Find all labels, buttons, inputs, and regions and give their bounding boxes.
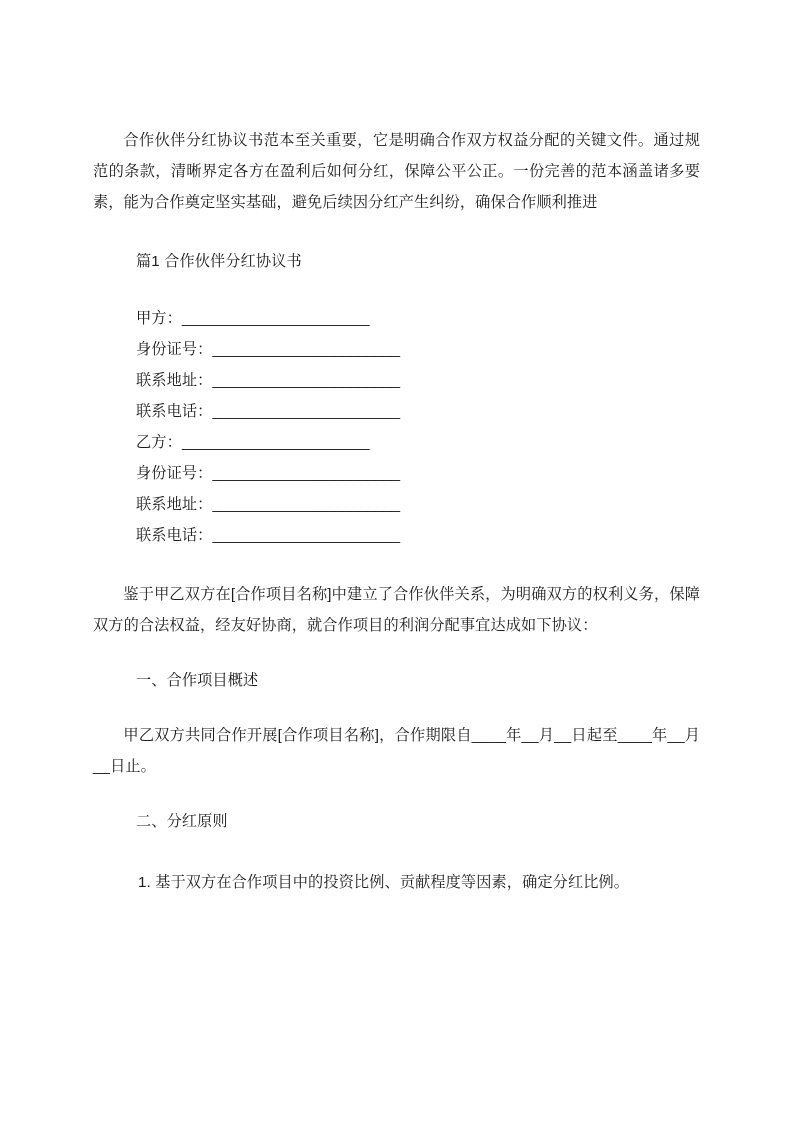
spacer [93, 696, 700, 720]
field-row-party-b-id [93, 458, 700, 489]
spacer [93, 277, 700, 303]
field-row-party-a-name [93, 303, 700, 334]
field-blank[interactable]: _______________________ [212, 403, 400, 420]
field-row-party-b-name [93, 427, 700, 458]
intro-paragraph: 合作伙伴分红协议书范本至关重要，它是明确合作双方权益分配的关键文件。通过规范的条款，清晰界定各方在盈利后如何分红，保障公平公正。一份完善的范本涵盖诸多要素，能为合作奠定坚实基础，避免后续因分红产生纠纷，确保合作顺利推进 [93, 132, 700, 211]
field-blank[interactable]: _______________________ [212, 496, 400, 513]
field-label: 乙方： [136, 434, 182, 451]
field-label: 身份证号： [136, 341, 213, 358]
party-field-list [93, 303, 700, 551]
field-label: 联系地址： [136, 496, 213, 513]
spacer [93, 551, 700, 579]
section-two-item-1: 1. 基于双方在合作项目中的投资比例、贡献程度等因素，确定分红比例。 [138, 874, 630, 891]
field-label: 甲方： [136, 310, 182, 327]
piece-heading: 篇1 合作伙伴分红协议书 [136, 253, 302, 270]
field-blank[interactable]: _______________________ [181, 434, 370, 451]
field-row-party-a-phone [93, 396, 700, 427]
field-label: 联系电话： [136, 527, 213, 544]
section-one-body: 甲乙双方共同合作开展[合作项目名称]，合作期限自____年__月__日起至____年__月__日止。 [93, 727, 700, 775]
spacer [93, 837, 700, 867]
document-content [93, 125, 700, 898]
field-row-party-a-id [93, 334, 700, 365]
field-blank[interactable]: _______________________ [212, 341, 400, 358]
field-row-party-a-address [93, 365, 700, 396]
field-label: 身份证号： [136, 465, 213, 482]
field-blank[interactable]: _______________________ [212, 372, 400, 389]
field-blank[interactable]: _______________________ [212, 465, 400, 482]
field-label: 联系电话： [136, 403, 213, 420]
field-row-party-b-phone [93, 520, 700, 551]
spacer [93, 782, 700, 806]
section-heading-two: 二、分红原则 [136, 813, 228, 830]
field-blank[interactable]: _______________________ [212, 527, 400, 544]
preamble-paragraph: 鉴于甲乙双方在[合作项目名称]中建立了合作伙伴关系，为明确双方的权利义务，保障双方的合法权益，经友好协商，就合作项目的利润分配事宜达成如下协议： [93, 586, 700, 634]
spacer [93, 641, 700, 665]
field-label: 联系地址： [136, 372, 213, 389]
section-heading-one: 一、合作项目概述 [136, 672, 259, 689]
field-blank[interactable]: _______________________ [181, 310, 370, 327]
field-row-party-b-address [93, 489, 700, 520]
